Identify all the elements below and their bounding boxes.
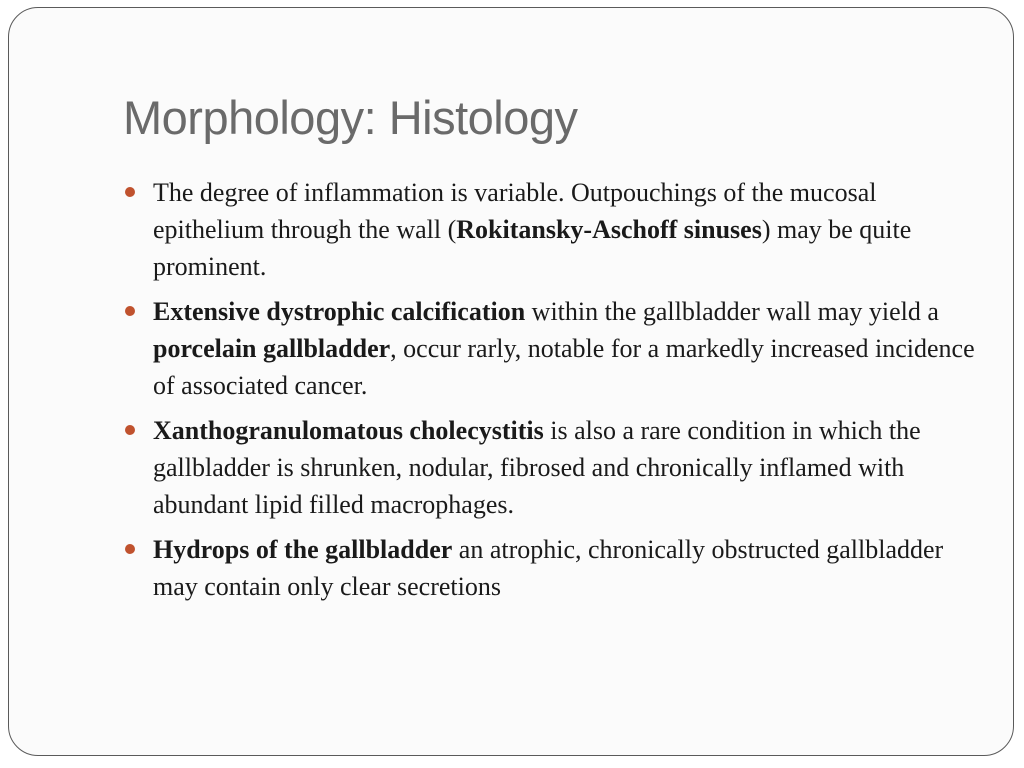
bullet-text-2-term-1: Extensive dystrophic calcification bbox=[153, 297, 526, 326]
bullet-item-2 bbox=[153, 293, 983, 404]
bullet-dot-icon bbox=[125, 544, 135, 554]
bullet-text-4-part-1: an atrophic, chronically obstructed gallbladder may contain only clear secretions bbox=[153, 535, 944, 601]
bullet-text-3-term: Xanthogranulomatous cholecystitis bbox=[153, 416, 544, 445]
slide-title: Morphology: Histology bbox=[123, 91, 578, 144]
bullet-item-1 bbox=[153, 174, 983, 285]
bullet-item-4 bbox=[153, 531, 983, 605]
bullet-text-2-part-1: within the gallbladder wall may yield a bbox=[525, 297, 939, 326]
bullet-text-3-part-1: is also a rare condition in which the gallbladder is shrunken, nodular, fibrosed and chronically inflamed with abundant lipid filled macrophages. bbox=[153, 416, 921, 519]
bullet-dot-icon bbox=[125, 425, 135, 435]
slide-frame bbox=[8, 7, 1014, 756]
bullet-dot-icon bbox=[125, 306, 135, 316]
bullet-text-2-term-2: porcelain gallbladder bbox=[153, 334, 391, 363]
bullet-text-1-term: Rokitansky-Aschoff sinuses bbox=[456, 215, 762, 244]
bullet-text-1-part-2: ) may be quite prominent. bbox=[153, 215, 912, 281]
bullet-item-3 bbox=[153, 412, 983, 523]
bullet-text-1-part-1: The degree of inflammation is variable. Outpouchings of the mucosal epithelium through the wall ( bbox=[153, 178, 877, 244]
bullet-list bbox=[153, 174, 983, 613]
bullet-text-2-part-2: , occur rarly, notable for a markedly increased incidence of associated cancer. bbox=[153, 334, 975, 400]
bullet-text-4-term: Hydrops of the gallbladder bbox=[153, 535, 453, 564]
bullet-dot-icon bbox=[125, 187, 135, 197]
